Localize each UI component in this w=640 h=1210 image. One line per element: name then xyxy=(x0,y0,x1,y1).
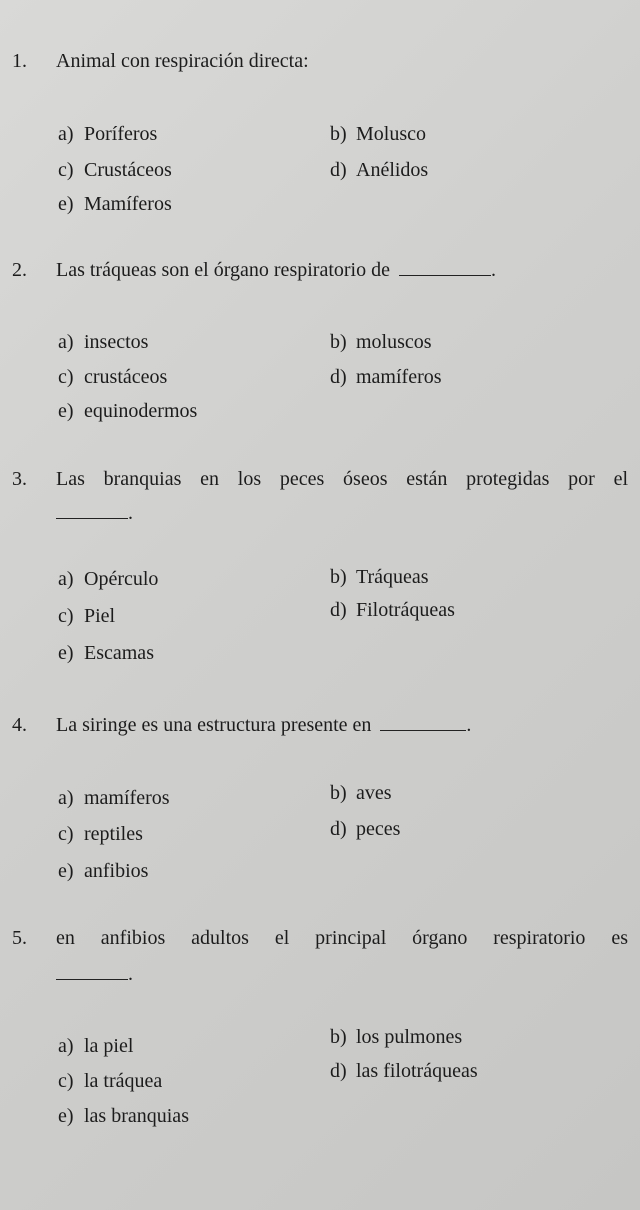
question-stem xyxy=(12,468,628,491)
option-text: equinodermos xyxy=(84,400,198,422)
option-c[interactable] xyxy=(58,159,172,182)
option-letter: c) xyxy=(58,159,74,181)
answer-blank[interactable] xyxy=(380,716,466,731)
option-letter: e) xyxy=(58,860,74,882)
option-text: los pulmones xyxy=(356,1026,463,1048)
option-letter: a) xyxy=(58,787,74,809)
option-letter: d) xyxy=(330,366,347,388)
option-text: Poríferos xyxy=(84,123,158,145)
answer-blank[interactable] xyxy=(56,965,128,980)
option-letter: d) xyxy=(330,159,347,181)
option-text: Opérculo xyxy=(84,568,159,590)
answer-blank[interactable] xyxy=(399,261,491,276)
option-text: Piel xyxy=(84,605,116,627)
question-number: 2. xyxy=(12,259,27,281)
option-b[interactable] xyxy=(330,123,426,146)
option-b[interactable] xyxy=(330,331,432,354)
option-letter: e) xyxy=(58,400,74,422)
option-text: moluscos xyxy=(356,331,432,353)
option-e[interactable] xyxy=(58,642,154,665)
option-letter: b) xyxy=(330,123,347,145)
option-letter: b) xyxy=(330,782,347,804)
question-stem xyxy=(12,927,628,950)
option-text: Molusco xyxy=(356,123,426,145)
question-stem xyxy=(12,50,309,73)
option-text: la tráquea xyxy=(84,1070,163,1092)
option-d[interactable] xyxy=(330,1060,478,1083)
option-text: la piel xyxy=(84,1035,134,1057)
option-d[interactable] xyxy=(330,366,442,389)
question-end: . xyxy=(490,259,496,281)
option-text: Mamíferos xyxy=(84,193,172,215)
option-text: Filotráqueas xyxy=(356,599,455,621)
option-text: reptiles xyxy=(84,823,143,845)
option-b[interactable] xyxy=(330,1026,462,1049)
option-text: peces xyxy=(356,818,401,840)
option-a[interactable] xyxy=(58,787,170,810)
option-letter: b) xyxy=(330,331,347,353)
option-letter: a) xyxy=(58,568,74,590)
question-text: Las branquias en los peces óseos están protegidas por el xyxy=(56,468,628,490)
option-b[interactable] xyxy=(330,782,392,805)
option-c[interactable] xyxy=(58,605,115,628)
option-text: las branquias xyxy=(84,1105,189,1127)
option-letter: e) xyxy=(58,1105,74,1127)
question-text: Las tráqueas son el órgano respiratorio de xyxy=(56,259,390,281)
option-d[interactable] xyxy=(330,159,428,182)
option-text: mamíferos xyxy=(84,787,170,809)
option-text: Crustáceos xyxy=(84,159,172,181)
option-a[interactable] xyxy=(58,568,158,591)
option-letter: c) xyxy=(58,1070,74,1092)
question-number: 5. xyxy=(12,927,27,949)
option-d[interactable] xyxy=(330,599,455,622)
option-c[interactable] xyxy=(58,823,143,846)
option-text: aves xyxy=(356,782,392,804)
option-d[interactable] xyxy=(330,818,400,841)
option-text: anfibios xyxy=(84,860,149,882)
option-c[interactable] xyxy=(58,366,167,389)
option-letter: e) xyxy=(58,193,74,215)
question-continuation xyxy=(56,963,133,986)
option-text: Anélidos xyxy=(356,159,429,181)
option-text: crustáceos xyxy=(84,366,168,388)
option-text: las filotráqueas xyxy=(356,1060,478,1082)
option-letter: e) xyxy=(58,642,74,664)
question-text: Animal con respiración directa: xyxy=(56,50,309,72)
question-continuation xyxy=(56,502,133,525)
option-letter: d) xyxy=(330,1060,347,1082)
option-b[interactable] xyxy=(330,566,429,589)
option-letter: c) xyxy=(58,605,74,627)
question-text: en anfibios adultos el principal órgano respiratorio es xyxy=(56,927,628,949)
option-letter: d) xyxy=(330,599,347,621)
option-letter: a) xyxy=(58,123,74,145)
option-letter: d) xyxy=(330,818,347,840)
option-e[interactable] xyxy=(58,193,172,216)
option-letter: b) xyxy=(330,566,347,588)
option-text: Tráqueas xyxy=(356,566,429,588)
answer-blank[interactable] xyxy=(56,504,128,519)
question-end: . xyxy=(128,502,133,524)
question-number: 1. xyxy=(12,50,27,72)
question-stem xyxy=(12,259,496,282)
option-letter: a) xyxy=(58,1035,74,1057)
option-letter: c) xyxy=(58,823,74,845)
question-end: . xyxy=(466,714,472,736)
option-c[interactable] xyxy=(58,1070,162,1093)
option-e[interactable] xyxy=(58,400,197,423)
question-text: La siringe es una estructura presente en xyxy=(56,714,372,736)
option-letter: a) xyxy=(58,331,74,353)
option-text: Escamas xyxy=(84,642,154,664)
question-stem xyxy=(12,714,471,737)
option-letter: b) xyxy=(330,1026,347,1048)
option-a[interactable] xyxy=(58,123,157,146)
question-number: 4. xyxy=(12,714,27,736)
option-a[interactable] xyxy=(58,1035,133,1058)
option-a[interactable] xyxy=(58,331,148,354)
option-text: insectos xyxy=(84,331,149,353)
option-letter: c) xyxy=(58,366,74,388)
question-end: . xyxy=(128,963,133,985)
option-e[interactable] xyxy=(58,860,148,883)
option-text: mamíferos xyxy=(356,366,442,388)
question-number: 3. xyxy=(12,468,27,490)
option-e[interactable] xyxy=(58,1105,189,1128)
